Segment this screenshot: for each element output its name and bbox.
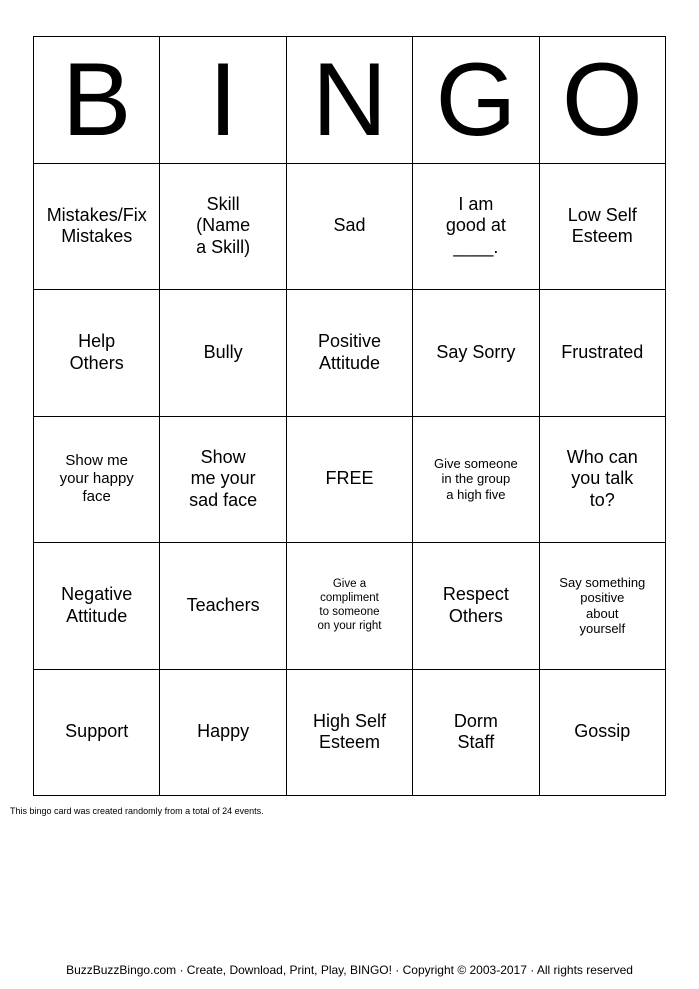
bingo-cell: [413, 543, 539, 670]
bingo-cell-text: Give someone in the group a high five: [433, 455, 518, 503]
bingo-cell: [413, 417, 539, 544]
bingo-cell: [287, 164, 413, 291]
bingo-cell-text: Respect Others: [442, 584, 509, 626]
bingo-cell: [540, 670, 666, 797]
bingo-cell: [413, 164, 539, 291]
bingo-cell-text: High Self Esteem: [312, 710, 387, 753]
bingo-cell-text: Say Sorry: [436, 341, 516, 362]
bingo-cell: [413, 290, 539, 417]
bingo-cell-text: Sad: [333, 215, 366, 236]
bingo-cell: [287, 670, 413, 797]
bingo-cell-text: Positive Attitude: [317, 331, 381, 373]
bingo-cell: [34, 670, 160, 797]
bingo-cell-text: Mistakes/Fix Mistakes: [46, 204, 147, 247]
bingo-cell: [160, 543, 286, 670]
bingo-card: [33, 36, 666, 796]
bingo-cell-text: Dorm Staff: [453, 710, 498, 753]
site-footer: BuzzBuzzBingo.com · Create, Download, Print, Play, BINGO! · Copyright © 2003-2017 · All rights reserved: [66, 963, 633, 977]
bingo-cell-text: Say something positive about yourself: [559, 574, 646, 637]
bingo-cell-text: Show me your sad face: [189, 446, 258, 511]
bingo-cell: [34, 164, 160, 291]
header-letter-i: I: [160, 37, 286, 164]
bingo-cell-text: Support: [65, 721, 129, 742]
bingo-cell: [34, 417, 160, 544]
bingo-cell-text: Happy: [197, 721, 250, 742]
bingo-cell-text: FREE: [325, 468, 374, 489]
bingo-cell: [287, 417, 413, 544]
bingo-cell-text: Gossip: [574, 721, 631, 742]
bingo-cell: [287, 290, 413, 417]
header-letter-o: O: [540, 37, 666, 164]
bingo-cell: [160, 290, 286, 417]
bingo-cell-text: Low Self Esteem: [567, 204, 637, 247]
bingo-cell: [413, 670, 539, 797]
bingo-cell: [160, 164, 286, 291]
header-letter-g: G: [413, 37, 539, 164]
bingo-cell: [540, 543, 666, 670]
bingo-cell: [34, 290, 160, 417]
header-letter-b: B: [34, 37, 160, 164]
bingo-cell: [540, 290, 666, 417]
bingo-cell: [287, 543, 413, 670]
bingo-cell-text: Negative Attitude: [61, 584, 133, 626]
bingo-cell-text: Help Others: [69, 331, 124, 373]
bingo-cell-text: Give a compliment to someone on your right: [317, 578, 382, 632]
header-letter-n: N: [287, 37, 413, 164]
bingo-cell-text: Show me your happy face: [59, 452, 134, 506]
bingo-cell-text: I am good at ____.: [445, 193, 506, 258]
bingo-cell: [540, 164, 666, 291]
generation-note: This bingo card was created randomly from a total of 24 events.: [10, 806, 264, 816]
bingo-cell-text: Teachers: [186, 594, 260, 615]
bingo-cell-text: Frustrated: [561, 341, 644, 362]
bingo-cell: [160, 417, 286, 544]
bingo-cell: [540, 417, 666, 544]
bingo-cell-text: Who can you talk to?: [566, 446, 638, 511]
bingo-cell: [160, 670, 286, 797]
bingo-cell-text: Bully: [203, 341, 243, 362]
bingo-cell-text: Skill (Name a Skill): [196, 193, 251, 258]
bingo-cell: [34, 543, 160, 670]
